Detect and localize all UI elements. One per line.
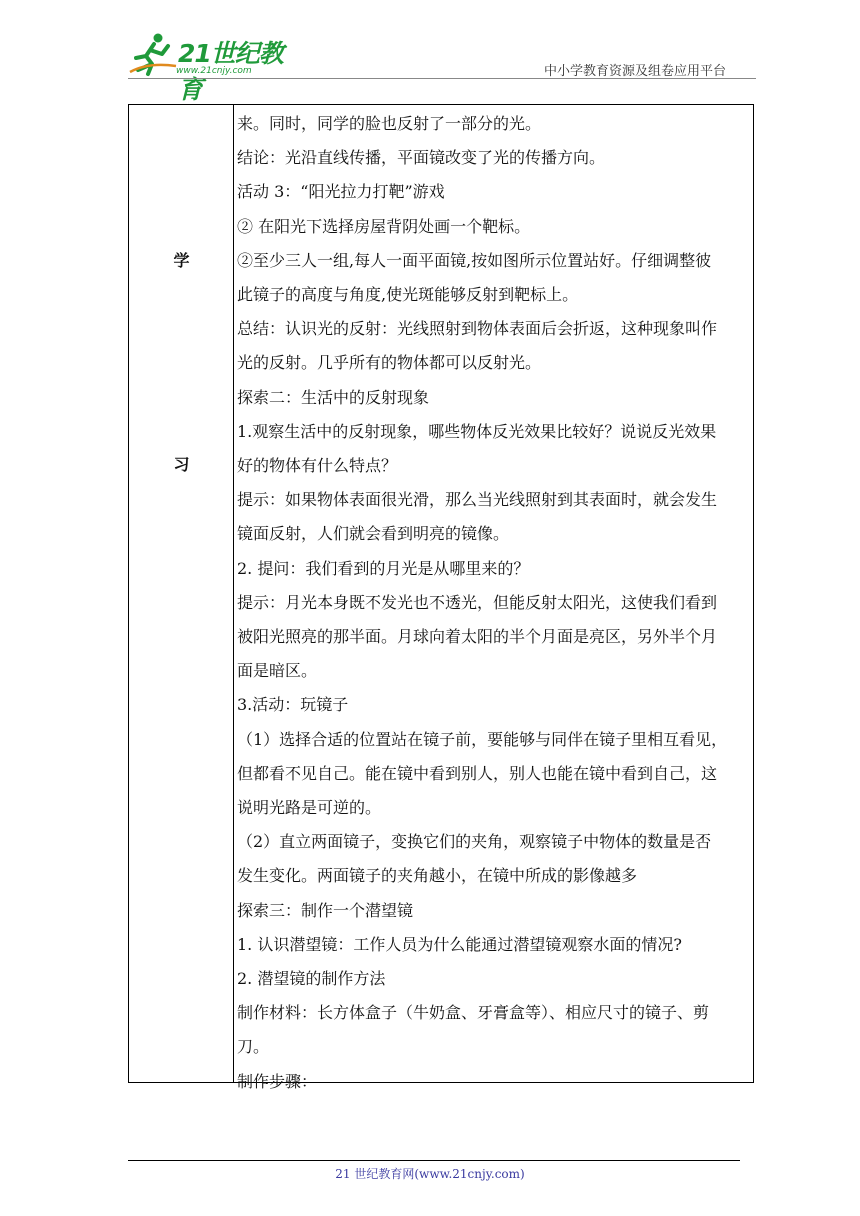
- content-line: 1. 认识潜望镜：工作人员为什么能通过潜望镜观察水面的情况?: [237, 934, 682, 954]
- content-line: 面是暗区。: [237, 661, 318, 681]
- page-header: [128, 28, 756, 104]
- content-line: 提示：月光本身既不发光也不透光，但能反射太阳光，这使我们看到: [237, 592, 718, 612]
- content-line: 说明光路是可逆的。: [237, 798, 382, 818]
- content-line: 好的物体有什么特点？: [237, 456, 398, 476]
- content-line: 2. 潜望镜的制作方法: [237, 969, 386, 989]
- content-line: 探索二：生活中的反射现象: [237, 387, 430, 407]
- site-logo: [128, 32, 298, 104]
- content-line: 2. 提问：我们看到的月光是从哪里来的？: [237, 558, 530, 578]
- content-line: 制作材料：长方体盒子（牛奶盒、牙膏盒等）、相应尺寸的镜子、剪: [237, 1003, 710, 1023]
- content-line: ②至少三人一组,每人一面平面镜,按如图所示位置站好。仔细调整彼: [237, 250, 712, 270]
- content-line: 1.观察生活中的反射现象，哪些物体反光效果比较好？说说反光效果: [237, 421, 717, 441]
- content-line: 探索三：制作一个潜望镜: [237, 900, 414, 920]
- content-line: 制作步骤：: [237, 1071, 318, 1091]
- content-line: 但都看不见自己。能在镜中看到别人，别人也能在镜中看到自己，这: [237, 763, 718, 783]
- footer-text: 21 世纪教育网(www.21cnjy.com): [335, 1167, 525, 1181]
- lesson-content: [237, 107, 749, 1099]
- header-divider: [128, 78, 756, 79]
- section-label-char: 学: [173, 251, 190, 270]
- content-line: （1）选择合适的位置站在镜子前，要能够与同伴在镜子里相互看见，: [237, 729, 728, 749]
- lesson-table: [128, 104, 754, 1091]
- section-label-column: [129, 105, 234, 1082]
- content-line: ② 在阳光下选择房屋背阴处画一个靶标。: [237, 216, 531, 236]
- content-line: 刀。: [237, 1037, 270, 1057]
- content-line: 结论：光沿直线传播，平面镜改变了光的传播方向。: [237, 148, 606, 168]
- section-label-char: 习: [173, 455, 190, 474]
- runner-logo-icon: [128, 32, 180, 78]
- content-line: 提示：如果物体表面很光滑，那么当光线照射到其表面时，就会发生: [237, 490, 718, 510]
- header-tagline: 中小学教育资源及组卷应用平台: [543, 64, 726, 79]
- footer-divider: [128, 1160, 740, 1161]
- content-line: 光的反射。几乎所有的物体都可以反射光。: [237, 353, 542, 373]
- content-line: 总结：认识光的反射：光线照射到物体表面后会折返，这种现象叫作: [237, 319, 718, 339]
- content-line: 此镜子的高度与角度,使光斑能够反射到靶标上。: [237, 285, 579, 305]
- content-line: （2）直立两面镜子，变换它们的夹角，观察镜子中物体的数量是否: [237, 832, 712, 852]
- content-line: 3.活动：玩镜子: [237, 695, 349, 715]
- content-line: 来。同时，同学的脸也反射了一部分的光。: [237, 114, 542, 133]
- content-line: 被阳光照亮的那半面。月球向着太阳的半个月面是亮区，另外半个月: [237, 627, 718, 647]
- content-line: 活动 3：“阳光拉力打靶”游戏: [237, 182, 445, 202]
- content-line: 镜面反射，人们就会看到明亮的镜像。: [237, 524, 510, 544]
- logo-text: 21世纪教育: [178, 39, 283, 104]
- content-line: 发生变化。两面镜子的夹角越小，在镜中所成的影像越多: [237, 866, 638, 886]
- logo-url: www.21cnjy.com: [176, 66, 252, 76]
